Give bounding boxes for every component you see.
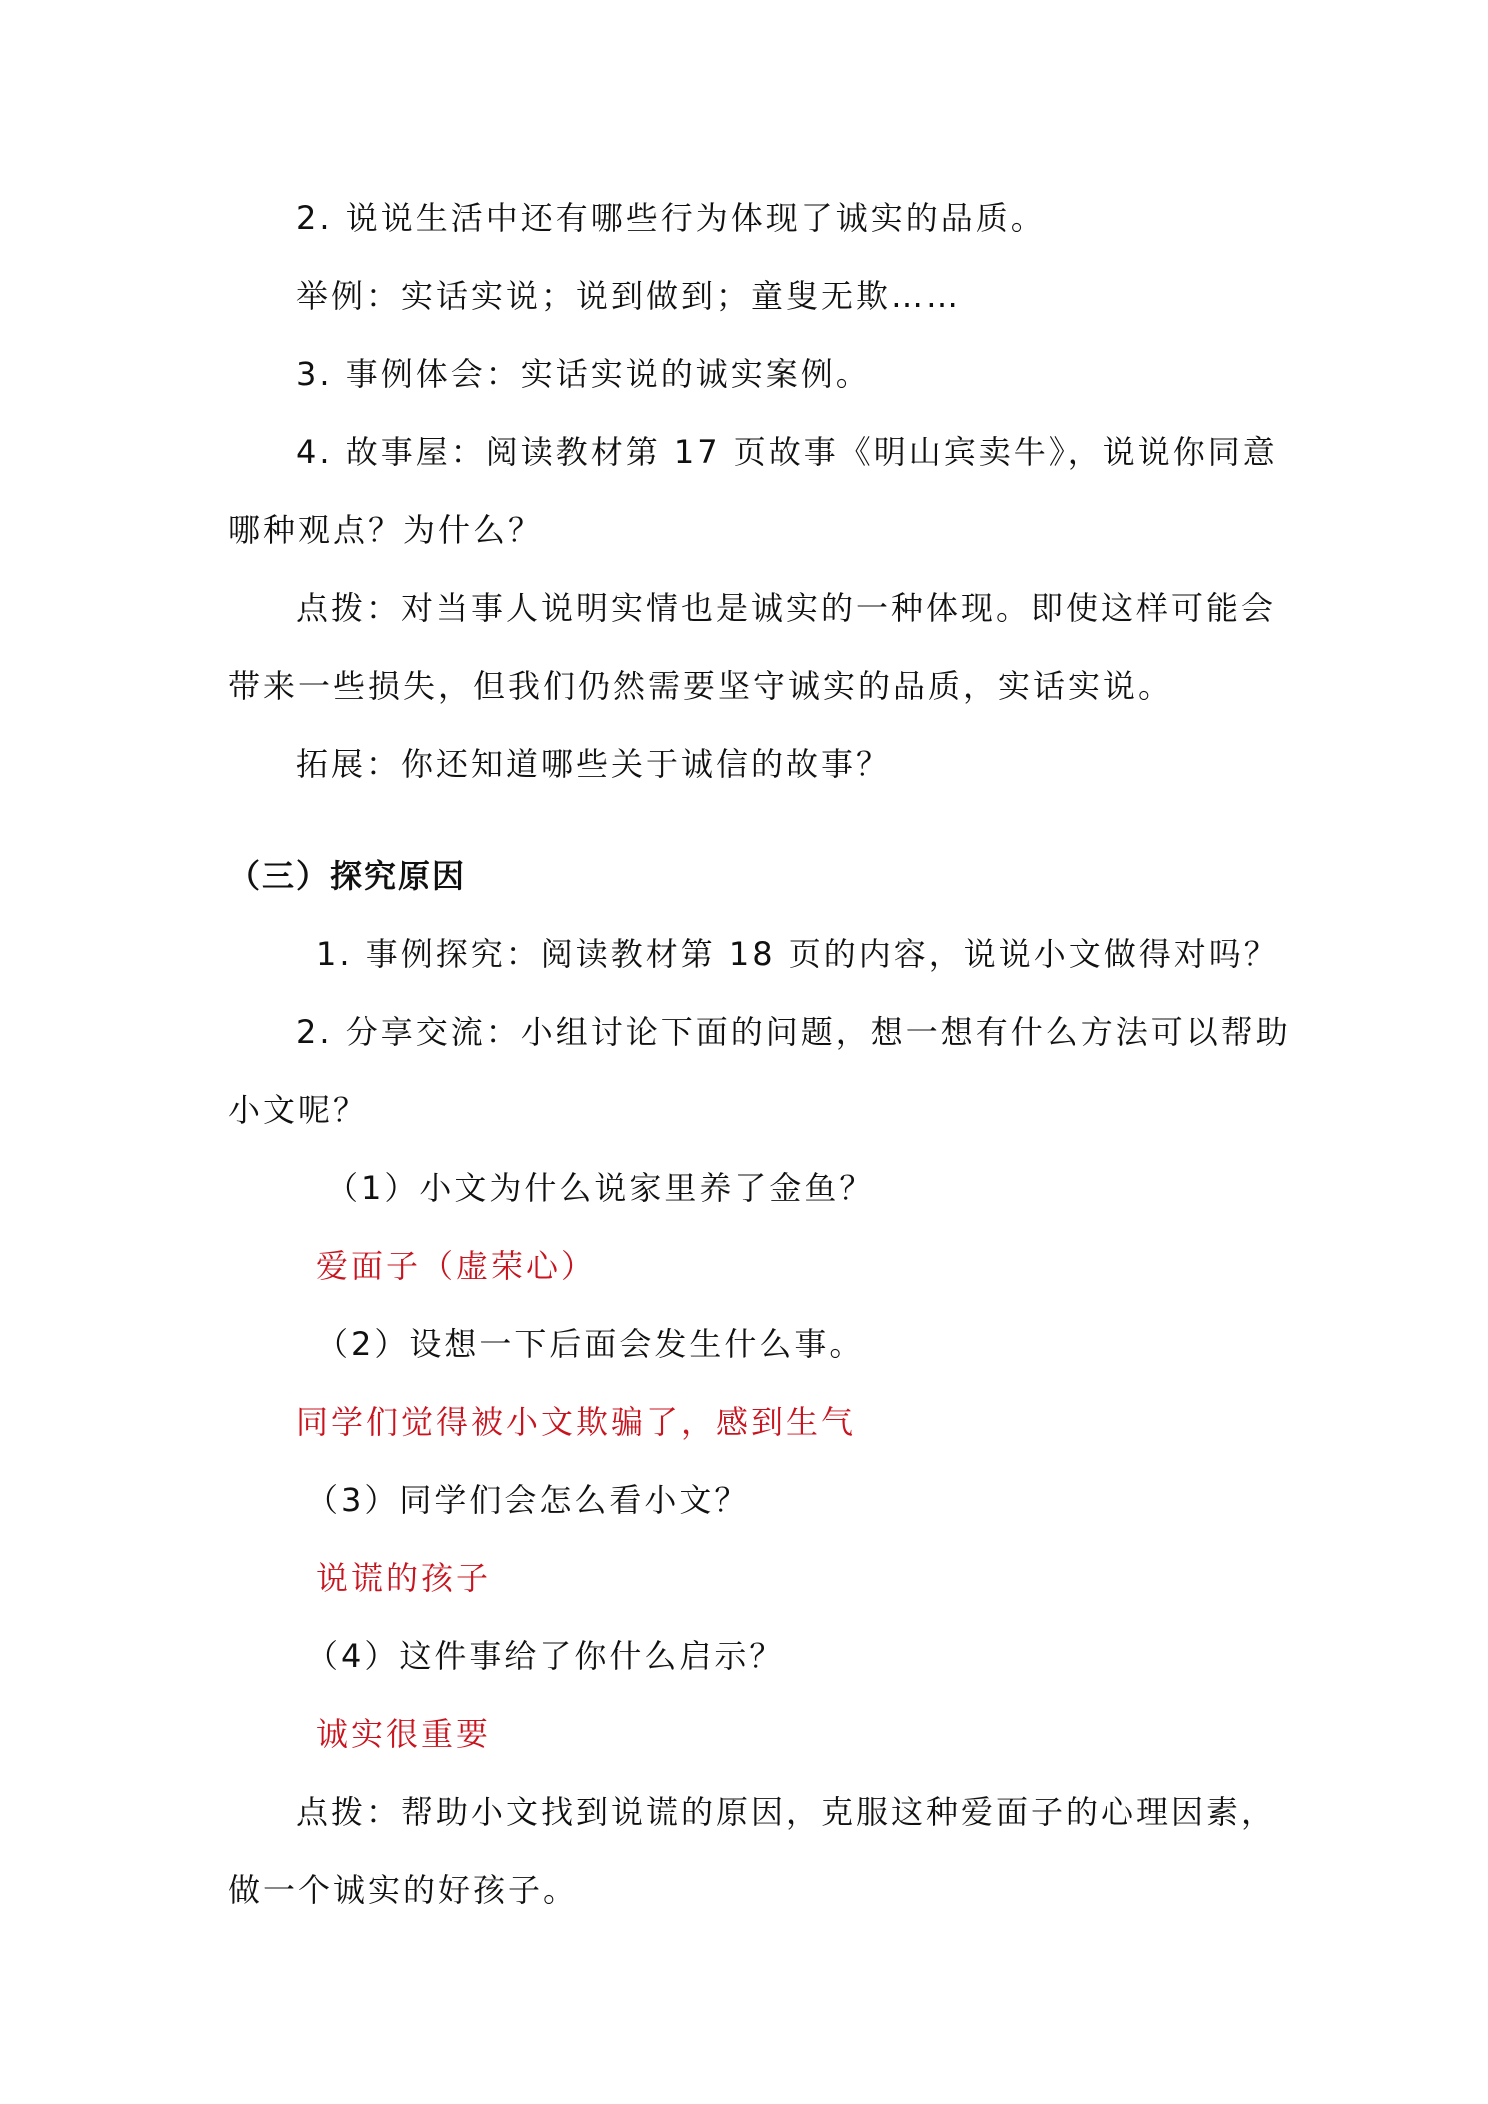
hint-line-2: 点拨：帮助小文找到说谎的原因，克服这种爱面子的心理因素， — [296, 1793, 1277, 1831]
item-4-line: 4. 故事屋：阅读教材第 17 页故事《明山宾卖牛》，说说你同意 — [296, 433, 1278, 471]
question-1: （1）小文为什么说家里养了金鱼？ — [326, 1169, 875, 1207]
case-study-line: 1. 事例探究：阅读教材第 18 页的内容，说说小文做得对吗？ — [316, 935, 1279, 973]
hint-line-2-continuation: 做一个诚实的好孩子。 — [228, 1871, 579, 1909]
answer-3: 说谎的孩子 — [316, 1559, 492, 1597]
item-4-continuation: 哪种观点？为什么？ — [228, 511, 544, 549]
question-3: （3）同学们会怎么看小文？ — [306, 1481, 750, 1519]
extension-line: 拓展：你还知道哪些关于诚信的故事？ — [296, 745, 892, 783]
hint-line-1-continuation: 带来一些损失，但我们仍然需要坚守诚实的品质，实话实说。 — [228, 667, 1174, 705]
share-line: 2. 分享交流：小组讨论下面的问题，想一想有什么方法可以帮助 — [296, 1013, 1291, 1051]
question-4: （4）这件事给了你什么启示？ — [306, 1637, 785, 1675]
example-line: 举例：实话实说；说到做到；童叟无欺…… — [296, 277, 962, 315]
question-2: （2）设想一下后面会发生什么事。 — [316, 1325, 865, 1363]
answer-2: 同学们觉得被小文欺骗了，感到生气 — [296, 1403, 857, 1441]
answer-1: 爱面子（虚荣心） — [316, 1247, 597, 1285]
hint-line-1: 点拨：对当事人说明实情也是诚实的一种体现。即使这样可能会 — [296, 589, 1277, 627]
share-line-continuation: 小文呢？ — [228, 1091, 369, 1129]
answer-4: 诚实很重要 — [316, 1715, 492, 1753]
item-3-line: 3. 事例体会：实话实说的诚实案例。 — [296, 355, 871, 393]
item-2-line: 2. 说说生活中还有哪些行为体现了诚实的品质。 — [296, 199, 1046, 237]
section-heading: （三）探究原因 — [228, 857, 467, 895]
